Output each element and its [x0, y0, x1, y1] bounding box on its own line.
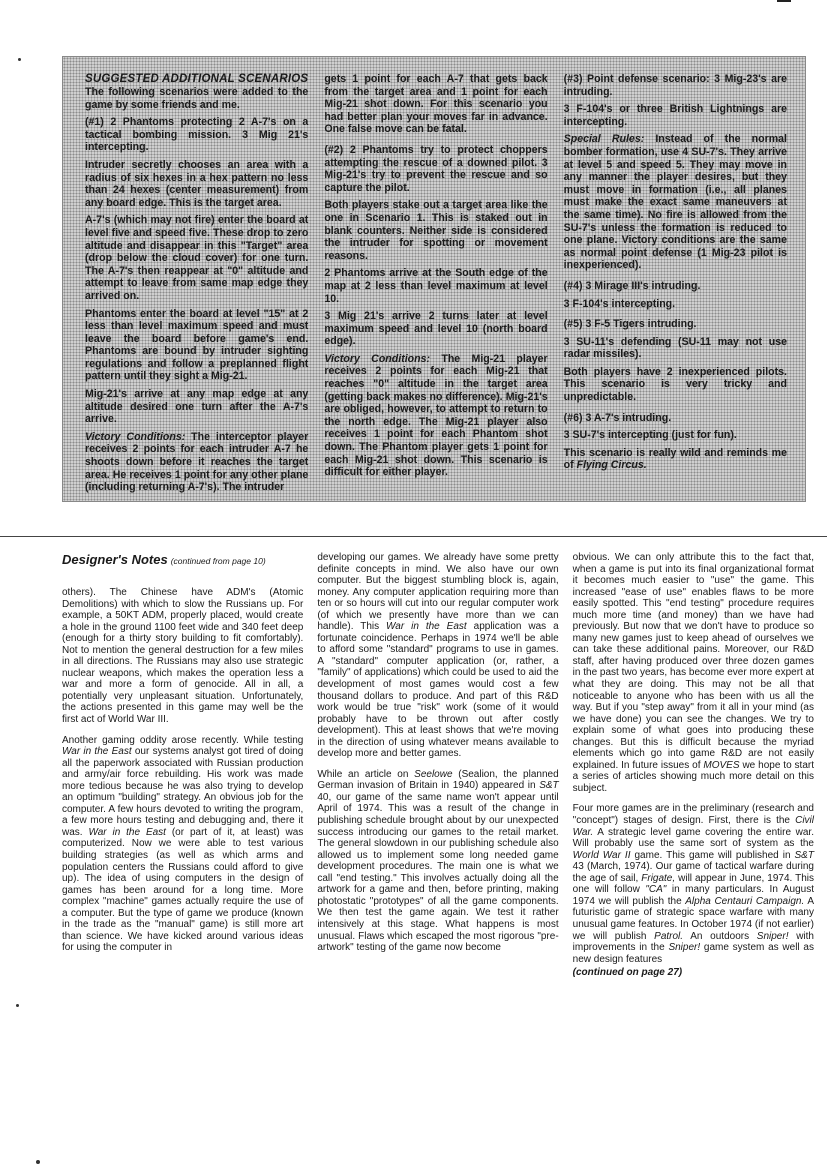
- sidebar-paragraph: (#2) 2 Phantoms try to protect choppers attempting the rescue of a downed pilot. 3 Mig-21's try to prevent the rescue and so capture the pilot.: [324, 143, 548, 194]
- text-run: (or part of it, at least) was computerized. Now we were able to test various building strategies (as well as which arms and population centers the Russians could afford to give up). The idea of using computers in the design of games has been around for a long time. More complex "machine" games actually require the use of a computer. But the type of game we produce (known in the trade as the "manual" game) is still more art than science. We have kicked around various ideas for using the computer in: [62, 826, 304, 954]
- article-column-2: [317, 552, 558, 1152]
- article-paragraph: [62, 735, 303, 954]
- margin-speck: [18, 58, 21, 61]
- game-title: Patrol.: [654, 930, 684, 942]
- text-run: in many particulars. In August 1974 we will publish the: [572, 884, 814, 907]
- game-title: Seelowe: [414, 768, 453, 780]
- text-run: developing our games. We already have some pretty definite concepts in mind. We also have our own computer. But the biggest stumbling block is, again, money. Any computer application requiring more than ten or so hours will cut into our regular computer work (of which we presently have more than we can handle). This: [317, 552, 559, 633]
- sidebar-paragraph: 3 F-104's or three British Lightnings are intercepting.: [563, 103, 787, 128]
- sidebar-paragraph: [324, 353, 547, 479]
- article-column-1: [62, 552, 303, 1152]
- sidebar-text: This scenario is really wild and reminds me of: [563, 446, 787, 472]
- article-title: [62, 552, 303, 567]
- text-run: game system as well as new design features: [572, 942, 814, 965]
- sidebar-title: SUGGESTED ADDITIONAL SCENARIOS: [85, 73, 309, 85]
- sidebar-paragraph: [564, 133, 787, 272]
- sidebar-paragraph: [564, 447, 787, 472]
- article-paragraph: [573, 552, 814, 794]
- sidebar-column-2: [324, 73, 547, 491]
- text-run: Four more games are in the preliminary (research and "concept") stages of design. First, there is the: [572, 803, 814, 827]
- magazine-title: S&T: [539, 780, 559, 792]
- sidebar-paragraph: (#3) Point defense scenario: 3 Mig-23's are intruding.: [563, 73, 787, 98]
- game-title: Sniper!: [756, 930, 789, 942]
- article-paragraph: [317, 769, 558, 954]
- sidebar-paragraph: 2 Phantoms arrive at the South edge of the map at 2 less than level maximum at level 10.: [324, 267, 548, 305]
- sidebar-paragraph: (#5) 3 F-5 Tigers intruding.: [563, 318, 697, 331]
- sidebar-paragraph: Intruder secretly chooses an area with a radius of six hexes in a hex pattern no less than 24 hexes (center measurement) from any board edge. This is the target area.: [85, 158, 309, 209]
- text-run: Another gaming oddity arose recently. While testing: [62, 734, 304, 746]
- magazine-title: S&T: [794, 849, 814, 861]
- text-run: A strategic level game covering the entire war. Will probably use the same sort of system as the: [572, 826, 814, 850]
- section-divider: [0, 536, 827, 537]
- margin-speck: [16, 1004, 19, 1007]
- game-title: Civil War.: [572, 815, 814, 838]
- special-rules-text: Instead of the normal bomber formation, use 4 SU-7's. They arrive at level 5 and speed 5. They may move in any manner the player desires, but they must move in formation (i.e., all planes must make the exact same maneuvers at the same time). No fire is allowed from the SU-7's unless the formation is reduced to one plane. Victory conditions are the same as normal point defense (1 Mig-23 pilot is inexperienced).: [563, 133, 787, 272]
- sidebar-paragraph: Mig-21's arrive at any map edge at any altitude desired one turn after the A-7's arrive.: [85, 388, 309, 426]
- text-run: application was a fortunate coincidence. Perhaps in 1974 we'll be able to afford some "standard" programs to use in games. A "standard" computer application (or, rather, a "family" of applications) which could be used to aid the development of most games would cost a few thousand dollars to produce. And part of this R&D work would be true "risk" work (some of it would probably have to be thrown out after costly development). This at least shows that we're moving in the direction of using whatever means available to develop more and better games.: [317, 621, 559, 760]
- article-column-3: [573, 552, 814, 1152]
- sidebar-paragraph: Both players have 2 inexperienced pilots. This scenario is very tricky and unpredictable.: [563, 365, 787, 404]
- text-run: While an article on: [317, 768, 415, 780]
- sidebar-paragraph: 3 SU-7's intercepting (just for fun).: [563, 429, 737, 442]
- sidebar-column-1: [85, 73, 309, 494]
- article-title-text: Designer's Notes: [62, 552, 168, 567]
- text-run: with improvements in the: [572, 930, 814, 954]
- suggested-scenarios-sidebar: [62, 56, 806, 502]
- sidebar-paragraph: gets 1 point for each A-7 that gets back from the target area and 1 point for each Mig-21 shot down. For this scenario you had better plan your moves far in advance. One false move can be fatal.: [324, 73, 548, 136]
- victory-conditions-label: Victory Conditions:: [85, 430, 186, 443]
- sidebar-paragraph: (#6) 3 A-7's intruding.: [563, 411, 672, 424]
- text-run: An outdoors: [683, 930, 757, 942]
- sidebar-column-3: [564, 73, 787, 491]
- sidebar-paragraph: 3 Mig 21's arrive 2 turns later at level maximum speed and level 10 (north board edge).: [324, 310, 548, 348]
- victory-conditions-text: The Mig-21 player receives 2 points for each Mig-21 that reaches "0" altitude in the target area (getting back makes no difference). Mig-21's are obliged, however, to attempt to return to the north edge. The Mig-21 player also receives 1 point for each Phantom shot down. The Phantom player gets 1 point for each Mig-21 shot down. This scenario is difficult for either player.: [324, 352, 548, 479]
- text-run: obvious. We can only attribute this to the fact that, when a game is put into its final organizational format it becomes much easier to "use" the game. This increased "ease of use" enables flaws to be more easily spotted. This "end testing" procedure requires much more time (and money) than we have had previously. But now that we don't have to produce so many new games just to keep ahead of ourselves we can take these additional pains. Moreover, our R&D staff, after having produced over three dozen games in the past two years, has become ever more expert at what they are doing. This may not be all that noticeable to anyone who has been with us all the way. But if you "step away" from it all in your mind (as we have done) you can see the changes. We try to explain some of what goes into producing these changes. But this is difficult because the myriad elements which go into game R&D are not easily explained. In future issues of: [572, 552, 814, 771]
- page-edge-mark: [777, 0, 791, 2]
- text-run: A futuristic game of strategic space warfare with many unusual game features. In October 1974 (if not earlier) we will publish: [572, 895, 814, 942]
- continued-on-note: (continued on page 27): [572, 967, 683, 979]
- article-paragraph: [317, 552, 558, 760]
- game-title: Frigate,: [641, 872, 676, 884]
- text-run: (Sealion, the planned German invasion of Britain in 1940) appeared in: [317, 768, 559, 792]
- text-run: our systems analyst got tired of doing all the paperwork associated with Russian production and army/air force rebuilding. His work was made more tedious because he was also trying to develop an optimum "building" strategy. An obvious job for the computer. A few hours devoted to writing the program, a few more hours testing and debugging and, there it was.: [62, 746, 304, 838]
- continued-from-note: (continued from page 10): [170, 556, 266, 566]
- game-title: War in the East: [62, 746, 132, 758]
- victory-conditions-label: Victory Conditions:: [324, 352, 431, 365]
- game-title: Sniper!: [668, 942, 701, 954]
- text-run: we hope to start a series of articles showing much more detail on this subject.: [572, 759, 814, 794]
- sidebar-paragraph: (#4) 3 Mirage III's intruding.: [563, 279, 701, 292]
- sidebar-paragraph: A-7's (which may not fire) enter the board at level five and speed five. These drop to zero altitude and disappear in this "Target" area (drop below the cloud cover) for one turn. The A-7's then reappear at "0" altitude and attempt to leave from same map edge they arrived on.: [85, 214, 309, 302]
- text-run: 43 (March, 1974). Our game of tactical warfare during the age of sail,: [572, 861, 814, 884]
- text-run: game. This game will published in: [630, 849, 795, 861]
- sidebar-paragraph: Phantoms enter the board at level "15" at 2 less than level maximum speed and must leave the board before game's end. Phantoms are bound by intruder sighting regulations and follow a preplanned flight pattern until they sight a Mig-21.: [85, 307, 309, 383]
- sidebar-paragraph: 3 SU-11's defending (SU-11 may not use radar missiles).: [563, 335, 787, 361]
- sidebar-paragraph: 3 F-104's intercepting.: [563, 297, 676, 310]
- game-title: War in the East: [386, 621, 467, 633]
- sidebar-paragraph: [85, 431, 308, 494]
- sidebar-paragraph: The following scenarios were added to the game by some friends and me.: [85, 86, 309, 111]
- article-paragraph: others). The Chinese have ADM's (Atomic Demolitions) with which to slow the Russians up. For example, a 50KT ADM, properly placed, would create a hole in the ground 1100 feet wide and 340 feet deep (enough for a thirty story building to fit comfortably). Not to mention the general destruction for a few miles in all directions. The Russians may also use strategic nuclear weapons, which makes the operation less a war and more a form of genocide. All in all, a potentially very unpleasant situation. Unfortunately, the actions presented in this game may well be the first act of World War III.: [62, 587, 304, 726]
- game-title: World War II: [572, 849, 631, 861]
- designers-notes-article: [62, 552, 814, 1152]
- victory-conditions-text: The interceptor player receives 2 points for each intruder A-7 he shoots down before it reaches the target area. He receives 1 point for any other plane (including returning A-7's). The intruder: [85, 430, 309, 494]
- game-title: "CA": [645, 884, 667, 896]
- game-title: Alpha Centauri Campaign.: [685, 895, 805, 907]
- margin-speck: [36, 1160, 40, 1164]
- text-run: will appear in June, 1974. This one will follow: [572, 872, 814, 896]
- sidebar-paragraph: (#1) 2 Phantoms protecting 2 A-7's on a tactical bombing mission. 3 Mig 21's intercepting.: [85, 116, 309, 154]
- game-title: War in the East: [88, 826, 166, 838]
- sidebar-paragraph: Both players stake out a target area like the one in Scenario 1. This is staked out in blank counters. Neither side is considered the intruder for spotting or movement reasons.: [324, 199, 548, 262]
- magazine-title: MOVES: [703, 759, 740, 771]
- game-title: Flying Circus.: [576, 459, 647, 472]
- article-paragraph: [573, 803, 814, 965]
- text-run: 40, our game of the same name won't appear until April of 1974. This was a result of the change in publishing schedule brought about by our unexpected success introducing our games to the retail market. The general slowdown in our publishing schedule also allowed us to implement some long needed game development procedures. The main one is what we call "end testing." This involves actually doing all the artwork for a game and then, before printing, making photostatic "prototypes" of all the game components. We then test the game again. We test it rather intensively at this stage. What happens is most unusual. Flaws which escaped the most rigorous "pre-artwork" testing of the game now become: [317, 791, 559, 954]
- special-rules-label: Special Rules:: [563, 133, 645, 146]
